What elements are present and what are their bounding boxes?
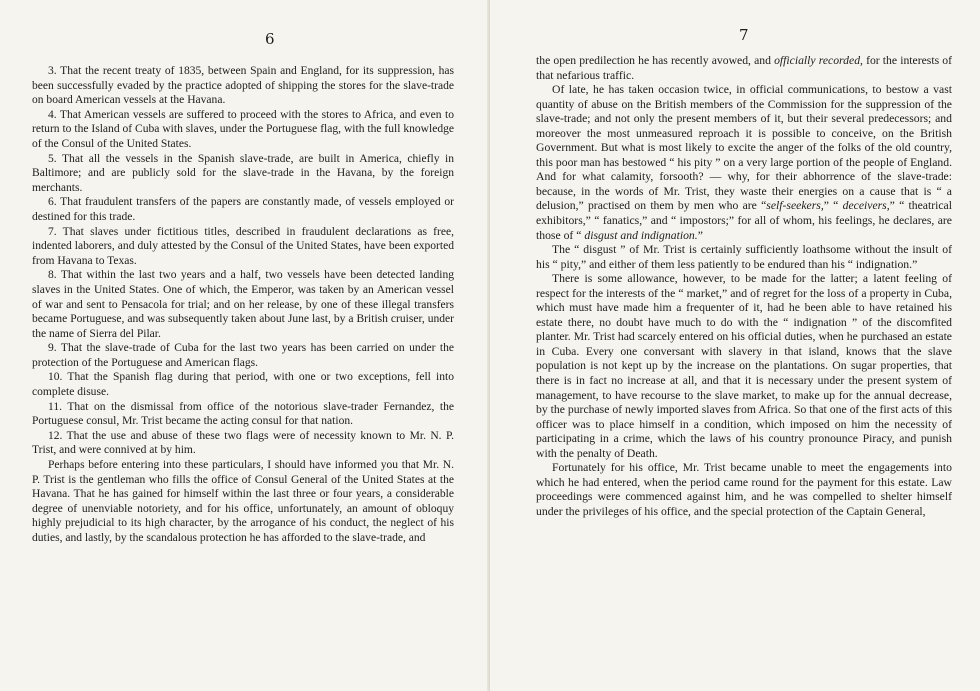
paragraph: Perhaps before entering into these particulars, I should have informed you that Mr. N. P. Trist is the gentleman who fills the office of Consul General of the United States at the Havana. That he has gained for himself within the last three or four years, a considerable degree of unenviable notoriety, and for his office, unfortunately, an amount of obloquy highly prejudicial to its high character, by the arrogance of his conduct, the neglect of his duties, and lastly, by the scandalous protection he has afforded to the slave-trade, and xyxy=(32,459,454,544)
emphasis-text: self-seekers, xyxy=(766,199,824,213)
text-run: ” xyxy=(697,228,703,242)
paragraph: 12. That the use and abuse of these two flags were of necessity known to Mr. N. P. Trist, and were connived at by him. xyxy=(32,429,454,457)
paragraph: 7. That slaves under fictitious titles, described in fraudulent declarations as free, indented laborers, and duly attested by the Consul of the United States, have been exported from Havana to Texas. xyxy=(32,225,454,267)
paragraph: There is some allowance, however, to be made for the latter; a latent feeling of respect for the interests of the “ market,” and of regret for the loss of a property in Cuba, which must have made him a frequenter of it, had he been able to have retained his estate there, no doubt have much to do with the “ indignation ” of the discomfited planter. Mr. Trist had scarcely entered on his official duties, when he purchased an estate in Cuba. Every one conversant with slavery in that island, knows that the slave population is not kept up by the increase on the plantations. On sugar properties, that there is in fact no increase at all, and that it is necessary under the present system of management, to have recourse to the slave market, to make up for the annual decrease, by the purchase of newly imported slaves from Africa. So that one of the first acts of this officer was to place himself in a condition, which imposed on him the necessity of participating in a crime, which the laws of his country pronounce Piracy, and punish with the penalty of Death. xyxy=(536,272,952,460)
emphasis-text: deceivers, xyxy=(842,199,890,213)
paragraph: 6. That fraudulent transfers of the papers are constantly made, of vessels employed or destined for this trade. xyxy=(32,196,454,223)
paragraph: 3. That the recent treaty of 1835, between Spain and England, for its suppression, has been successfully evaded by the practice adopted of shipping the stores for the slave-trade on board American vessels at the Havana. xyxy=(32,65,454,107)
paragraph: Fortunately for his office, Mr. Trist became unable to meet the engagements into which he had entered, when the period came round for the payment for this estate. Law proceedings were commenced against him, and he was compelled to shelter himself under the privileges of his office, and the special protection of the Captain General, xyxy=(536,461,952,518)
paragraph: 9. That the slave-trade of Cuba for the last two years has been carried on under the protection of the Portuguese and American flags. xyxy=(32,342,454,369)
paragraph-continued xyxy=(536,54,952,83)
right-page xyxy=(490,0,980,691)
text-run: Of late, he has taken occasion twice, in official communications, to bestow a vast quantity of abuse on the British members of the Commission for the suppression of the slave-trade; and not only the present members of it, but their several predecessors; and moreover the most unmeasured reproach it is possible to conceive, on the British Government. But what is most likely to excite the anger of the folks of the old country, this poor man has bestowed “ his pity ” on a very large portion of the people of England. And for what calamity, forsooth? — why, for their abhorrence of the slave-trade: because, in the words of Mr. Trist, they waste their energies on a cause that is “ a delusion,” practised on them by men who are “ xyxy=(536,83,952,213)
page-number-left: 6 xyxy=(264,30,276,48)
paragraph: 4. That American vessels are suffered to proceed with the stores to Africa, and even to return to the Island of Cuba with slaves, under the Portuguese flag, with the full knowledge of the Consul of the United States. xyxy=(32,108,454,150)
text-run: the open predilection he has recently avowed, and xyxy=(536,54,775,67)
paragraph: 8. That within the last two years and a half, two vessels have been detected landing slaves in the United States. One of which, the Emperor, was taken by an American vessel of war and sent to Pensacola for trial; and on her release, by one of these illegal transfers became Portuguese, and was subsequently taken about June last, by a British cruiser, under the name of Sierra del Pilar. xyxy=(32,269,454,340)
page-number-right: 7 xyxy=(738,26,750,44)
text-run: for the interests of that nefarious traffic. xyxy=(536,54,952,82)
paragraph: 10. That the Spanish flag during that period, with one or two exceptions, fell into complete disuse. xyxy=(32,371,454,399)
paragraph xyxy=(536,83,952,243)
text-run: ” “ theatrical exhibitors,” “ fanatics,” and “ impostors;” for all of whom, his feelings, he declares, are those of “ xyxy=(536,199,952,242)
emphasis-text: disgust and indignation. xyxy=(584,228,698,242)
paragraph: 11. That on the dismissal from office of the notorious slave-trader Fernandez, the Portuguese consul, Mr. Trist became the acting consul for that nation. xyxy=(32,400,454,428)
emphasis-text: officially recorded, xyxy=(774,54,863,67)
paragraph: The “ disgust ” of Mr. Trist is certainly sufficiently loathsome without the insult of his “ pity,” and either of them less patiently to be endured than his “ indignation.” xyxy=(536,243,952,271)
paragraph: 5. That all the vessels in the Spanish slave-trade, are built in America, chiefly in Baltimore; and are publicly sold for the slave-trade in the Havana, by the foreign merchants. xyxy=(32,152,454,194)
text-run: ” “ xyxy=(823,199,843,213)
